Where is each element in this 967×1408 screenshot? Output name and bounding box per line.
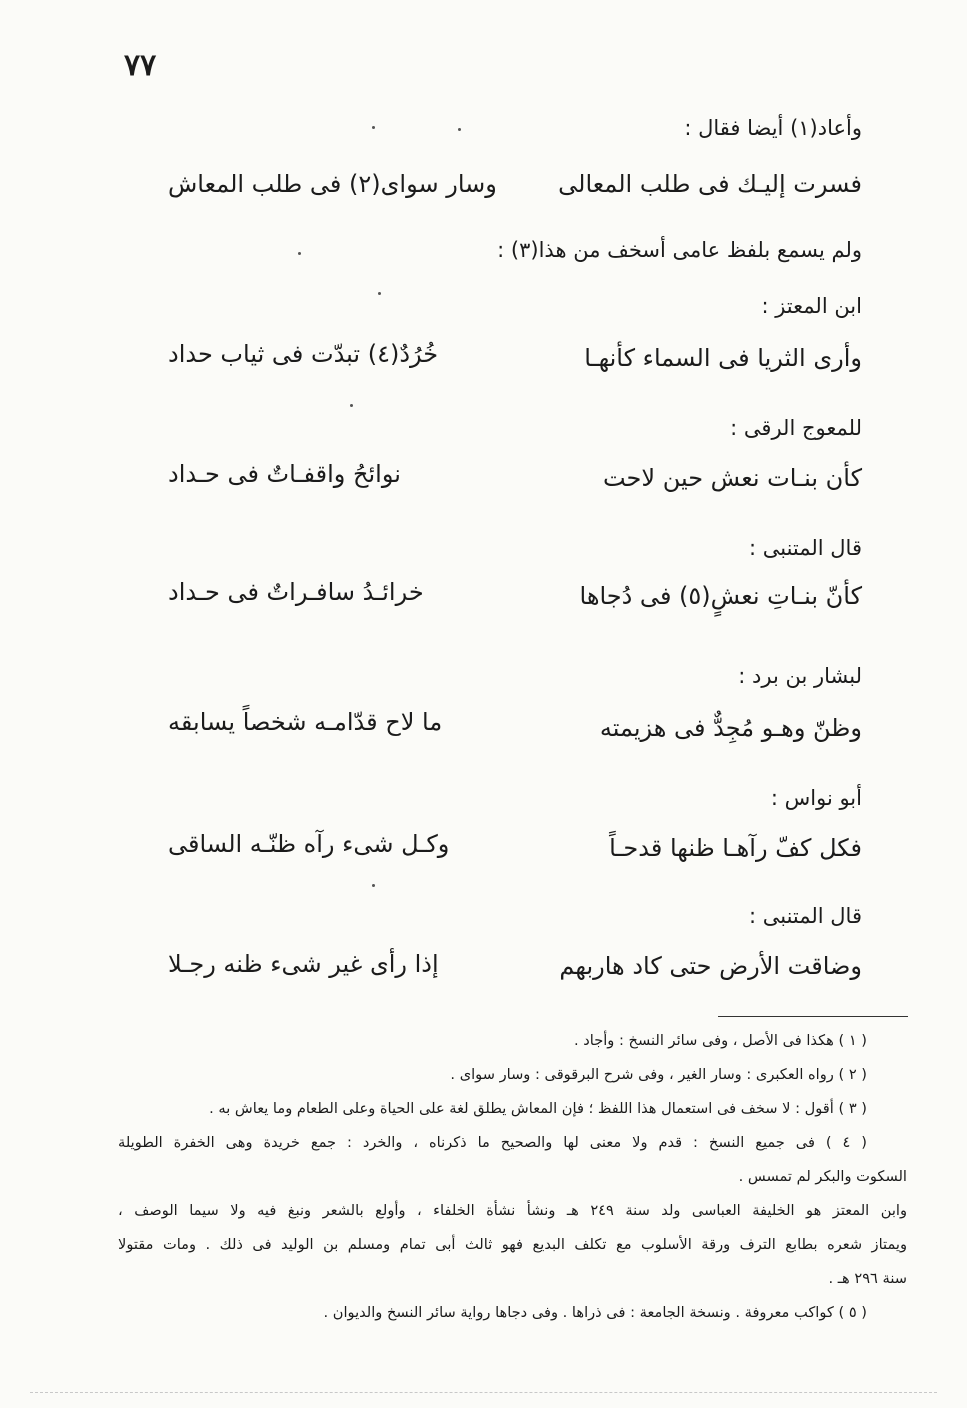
intro-line: قال المتنبى :: [748, 904, 862, 928]
scan-edge-line: [30, 1392, 937, 1393]
verse-second-hemistich: إذا رأى غير شىء ظنه رجـلا: [168, 950, 439, 978]
footnote-2: ( ٢ ) رواه العكبرى : وسار الغير ، وفى شرح البرقوقى : وسار سواى .: [450, 1066, 867, 1083]
footnote-4-biography-line-1: وابن المعتز هو الخليفة العباسى ولد سنة ٢٤٩ هـ ونشأ نشأة الخلفاء ، وأولع بالشعر ونبغ فيه ولا سيما الوصف ،: [118, 1202, 907, 1219]
scan-speck: [298, 252, 301, 255]
verse-second-hemistich: وسار سواى(٢) فى طلب المعاش: [168, 170, 497, 198]
scan-speck: [372, 126, 375, 129]
verse-second-hemistich: خُرُدٌ(٤) تبدّت فى ثياب حداد: [168, 340, 439, 368]
footnote-4-biography-line-3: سنة ٢٩٦ هـ .: [828, 1270, 907, 1287]
verse-second-hemistich: خرائـدُ سافـراتٌ فى حـداد: [168, 578, 424, 606]
verse-first-hemistich: فكل كفّ رآهـا ظنها قدحـاً: [609, 834, 862, 862]
intro-line: لبشار بن برد :: [738, 664, 862, 688]
verse-first-hemistich: وأرى الثريا فى السماء كأنهـا: [584, 344, 862, 372]
scan-speck: [350, 404, 353, 407]
intro-line: للمعوج الرقى :: [730, 416, 862, 440]
intro-line: ابن المعتز :: [761, 294, 862, 318]
footnote-5: ( ٥ ) كواكب معروفة . ونسخة الجامعة : فى ذراها . وفى دجاها رواية سائر النسخ والديوان .: [323, 1304, 867, 1321]
intro-line: قال المتنبى :: [748, 536, 862, 560]
intro-line: وأعاد(١) أيضا فقال :: [684, 116, 862, 140]
scan-speck: [378, 292, 381, 295]
footnote-4: ( ٤ ) فى جميع النسخ : قدم ولا معنى لها والصحيح ما ذكرناه ، والخرد : جمع خريدة وهى الخفرة الطويلة: [118, 1134, 867, 1151]
verse-first-hemistich: فسرت إليـك فى طلب المعالى: [558, 170, 862, 198]
verse-second-hemistich: ما لاح قدّامـه شخصاً يسابقه: [168, 708, 443, 736]
scan-speck: [372, 884, 375, 887]
verse-first-hemistich: كأنّ بنـاتِ نعشٍ(٥) فى دُجاها: [579, 582, 862, 610]
page-number: ٧٧: [124, 48, 157, 83]
verse-second-hemistich: نوائحُ واقفـاتٌ فى حـداد: [168, 460, 401, 488]
verse-first-hemistich: وضاقت الأرض حتى كاد هاربهم: [559, 952, 862, 980]
footnote-3: ( ٣ ) أقول : لا سخف فى استعمال هذا اللفظ ؛ فإن المعاش يطلق لغة على الحياة وعلى الطعام وما يعاش به .: [209, 1100, 867, 1117]
scan-speck: [458, 128, 461, 131]
footnote-separator: [718, 1016, 908, 1017]
footnote-1: ( ١ ) هكذا فى الأصل ، وفى سائر النسخ : وأجاد .: [574, 1032, 867, 1049]
verse-second-hemistich: وكـل شىء رآه ظنّـه الساقى: [168, 830, 450, 858]
footnote-4-continuation: السكوت والبكر لم تمسس .: [738, 1168, 907, 1185]
verse-first-hemistich: وظنّ وهـو مُجِدٌّ فى هزيمته: [599, 714, 862, 742]
intro-line: أبو نواس :: [770, 786, 862, 810]
footnote-4-biography-line-2: ويمتاز شعره بطابع الترف ورقة الأسلوب مع تكلف البديع فهو ثالث أبى تمام ومسلم بن الوليد فى ذلك . ومات مقتولا: [118, 1236, 907, 1253]
verse-first-hemistich: كأن بنـات نعش حين لاحت: [602, 464, 862, 492]
intro-line: ولم يسمع بلفظ عامى أسخف من هذا(٣) :: [497, 238, 862, 262]
